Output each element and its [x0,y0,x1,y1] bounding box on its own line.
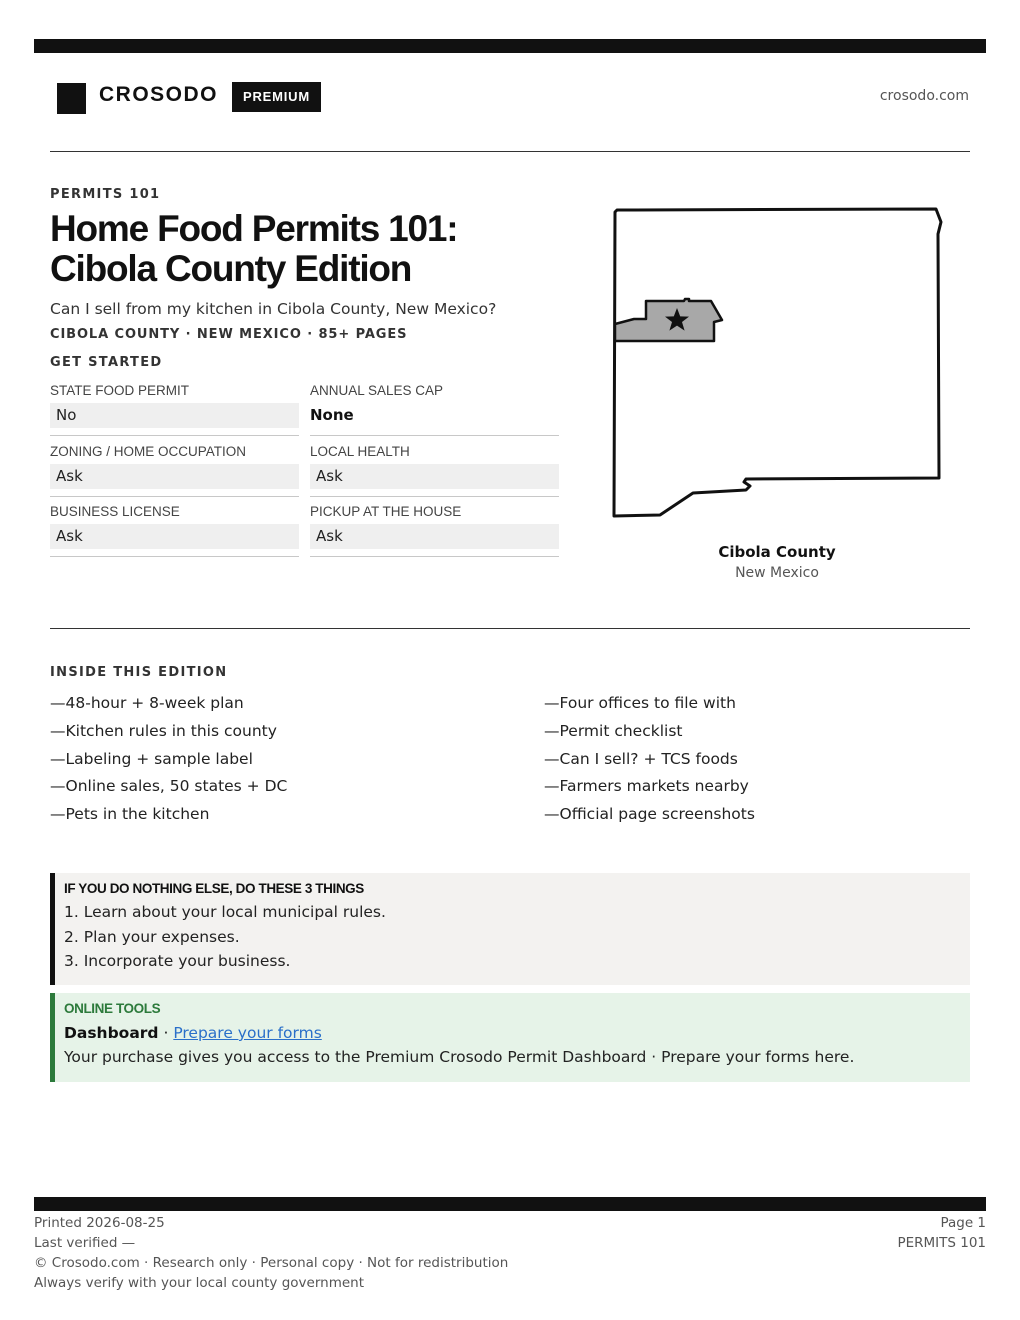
printed-date: Printed 2026-08-25 [34,1215,165,1231]
field-value: Ask [310,524,559,549]
list-item: —Kitchen rules in this county [50,721,277,740]
last-verified: Last verified — [34,1235,136,1251]
map-subcaption: New Mexico [735,565,819,581]
section-eyebrow: PERMITS 101 [50,187,161,202]
page-number: Page 1 [940,1215,986,1231]
top-rule-bar [34,39,986,53]
online-tools-heading: ONLINE TOOLS [64,1001,161,1016]
premium-badge: PREMIUM [232,82,321,112]
list-item: —Farmers markets nearby [544,777,749,796]
field-business-license [50,504,299,557]
header-divider [50,151,970,152]
field-label: LOCAL HEALTH [310,444,410,459]
field-label: ANNUAL SALES CAP [310,383,444,398]
header [50,78,970,118]
field-annual-sales-cap [310,383,559,436]
list-item: —Labeling + sample label [50,749,253,768]
list-item: —Online sales, 50 states + DC [50,777,288,796]
field-label: ZONING / HOME OCCUPATION [50,444,247,459]
dashboard-line [64,1022,970,1044]
field-label: PICKUP AT THE HOUSE [310,504,462,519]
get-started-heading: GET STARTED [50,355,163,370]
inside-heading: INSIDE THIS EDITION [50,665,228,680]
online-tools-box [50,993,970,1082]
list-item: 3. Incorporate your business. [64,952,291,970]
brand-name: CROSODO [99,83,219,106]
three-things-box [50,873,970,985]
three-things-heading: IF YOU DO NOTHING ELSE, DO THESE 3 THINGS [64,881,364,896]
disclaimer: Always verify with your local county government [34,1275,364,1291]
inside-list-left [50,690,287,829]
tools-description: Your purchase gives you access to the Premium Crosodo Permit Dashboard · Prepare your forms here. [64,1048,855,1066]
page-title: Home Food Permits 101: Cibola County Edition [50,208,458,289]
copyright: © Crosodo.com · Research only · Personal copy · Not for redistribution [34,1255,509,1271]
list-item: 2. Plan your expenses. [64,927,240,946]
field-value: Ask [50,464,299,489]
field-value: Ask [310,464,559,489]
footer-left [34,1213,508,1293]
section-divider [50,628,970,629]
inside-list-right [544,690,755,829]
dashboard-label: Dashboard [64,1024,159,1042]
list-item: —Four offices to file with [544,694,736,712]
list-item: 1. Learn about your local municipal rules. [64,903,386,921]
separator: · [158,1024,174,1042]
list-item: —Pets in the kitchen [50,805,210,824]
list-item: —48-hour + 8-week plan [50,694,244,712]
page-subtitle: Can I sell from my kitchen in Cibola County, New Mexico? [50,300,497,318]
three-things-list [64,900,970,974]
list-item: —Can I sell? + TCS foods [544,749,738,768]
edition-meta: CIBOLA COUNTY · NEW MEXICO · 85+ PAGES [50,327,408,342]
field-pickup-at-house [310,504,559,557]
field-local-health [310,444,559,497]
prepare-forms-link[interactable]: Prepare your forms [173,1024,322,1042]
state-map [608,204,948,524]
field-label: BUSINESS LICENSE [50,504,180,519]
footer-right [897,1213,986,1253]
field-state-food-permit [50,383,299,436]
site-url-link[interactable]: crosodo.com [879,88,969,104]
field-value: None [310,406,354,424]
footer-section: PERMITS 101 [897,1235,986,1251]
new-mexico-logo-icon [54,80,88,114]
list-item: —Official page screenshots [544,805,755,824]
field-value: Ask [50,524,299,549]
list-item: —Permit checklist [544,721,683,740]
field-value: No [50,403,299,428]
state-outline [614,209,941,516]
map-caption: Cibola County [718,543,836,561]
bottom-rule-bar [34,1197,986,1211]
field-label: STATE FOOD PERMIT [50,383,190,398]
field-zoning [50,444,299,497]
